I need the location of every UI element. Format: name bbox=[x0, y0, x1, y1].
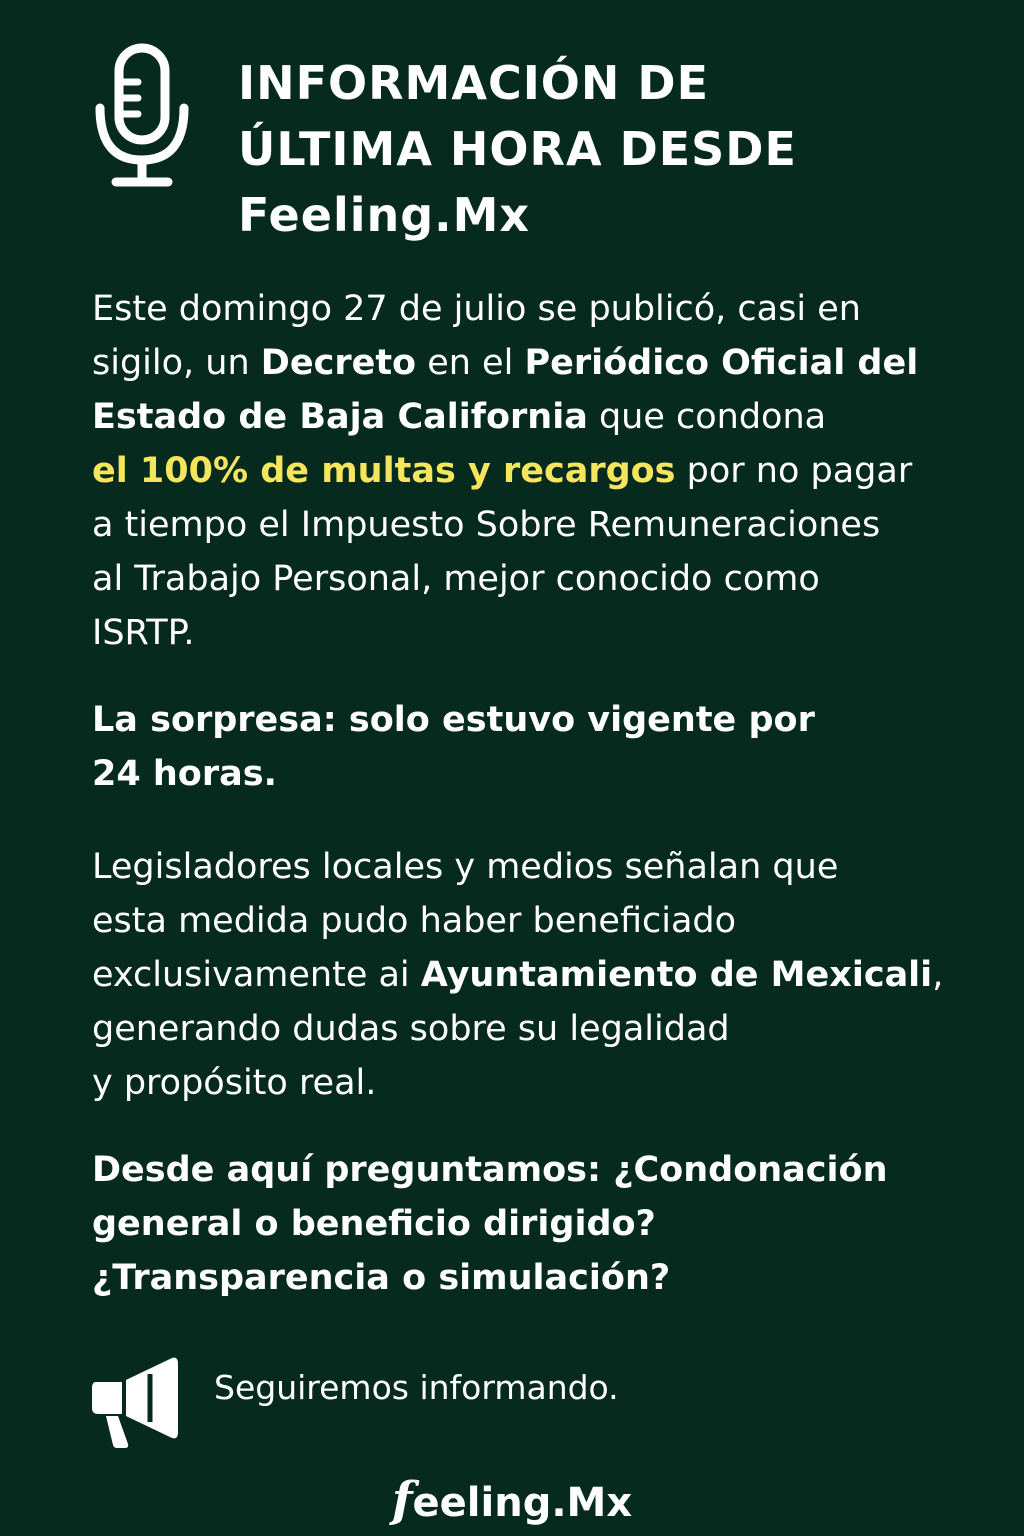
title-line-1: INFORMACIÓN DE bbox=[238, 56, 710, 110]
question-line-1: Desde aquí preguntamos: ¿Condonación bbox=[92, 1150, 888, 1190]
legislators-line-3 bbox=[92, 948, 952, 1002]
highlight-text: el 100% de multas y recargos bbox=[92, 451, 676, 491]
surprise-line-2: 24 horas. bbox=[92, 754, 277, 794]
periodico-oficial-bold: Periódico Oficial del bbox=[524, 343, 919, 383]
intro-line-6: al Trabajo Personal, mejor conocido como bbox=[92, 559, 820, 599]
legislators-line-2: esta medida pudo haber beneficiado bbox=[92, 901, 737, 941]
intro-paragraph bbox=[92, 282, 952, 660]
intro-line-5: a tiempo el Impuesto Sobre Remuneraciones bbox=[92, 505, 881, 545]
ayuntamiento-bold: Ayuntamiento de Mexicali bbox=[420, 955, 933, 995]
intro-line-1: Este domingo 27 de julio se publicó, casi en bbox=[92, 289, 861, 329]
follow-up-text: Seguiremos informando. bbox=[214, 1368, 619, 1407]
intro-text: sigilo, un bbox=[92, 343, 261, 383]
intro-text: que condona bbox=[587, 397, 827, 437]
question-line-3: ¿Transparencia o simulación? bbox=[92, 1258, 671, 1298]
title-line-2: ÚLTIMA HORA DESDE bbox=[238, 122, 797, 176]
legislators-line-5: y propósito real. bbox=[92, 1063, 377, 1103]
header bbox=[92, 40, 972, 240]
intro-text: en el bbox=[416, 343, 525, 383]
surprise-line-1: La sorpresa: solo estuvo vigente por bbox=[92, 700, 815, 740]
page-title bbox=[238, 50, 958, 248]
intro-line-2 bbox=[92, 336, 952, 390]
intro-line-7: ISRTP. bbox=[92, 613, 195, 653]
question-line-2: general o beneficio dirigido? bbox=[92, 1204, 656, 1244]
intro-line-4 bbox=[92, 444, 952, 498]
intro-line-3 bbox=[92, 390, 952, 444]
brand-logo-f: f bbox=[391, 1472, 413, 1528]
brand-logo bbox=[0, 1472, 1024, 1531]
decreto-bold: Decreto bbox=[260, 343, 417, 383]
question-paragraph bbox=[92, 1143, 952, 1305]
estado-bold: Estado de Baja California bbox=[92, 397, 588, 437]
legislators-text: exclusivamente ai bbox=[92, 955, 421, 995]
legislators-line-1: Legisladores locales y medios señalan que bbox=[92, 847, 839, 887]
brand-logo-text: eeling.Mx bbox=[412, 1480, 633, 1526]
microphone-icon bbox=[92, 42, 192, 190]
legislators-line-4: generando dudas sobre su legalidad bbox=[92, 1009, 730, 1049]
legislators-text: , bbox=[932, 955, 944, 995]
megaphone-icon bbox=[92, 1356, 188, 1448]
follow-up-row bbox=[92, 1356, 792, 1448]
title-line-3: Feeling.Mx bbox=[238, 188, 531, 242]
legislators-paragraph bbox=[92, 840, 952, 1110]
surprise-paragraph bbox=[92, 693, 952, 801]
intro-text: por no pagar bbox=[675, 451, 913, 491]
